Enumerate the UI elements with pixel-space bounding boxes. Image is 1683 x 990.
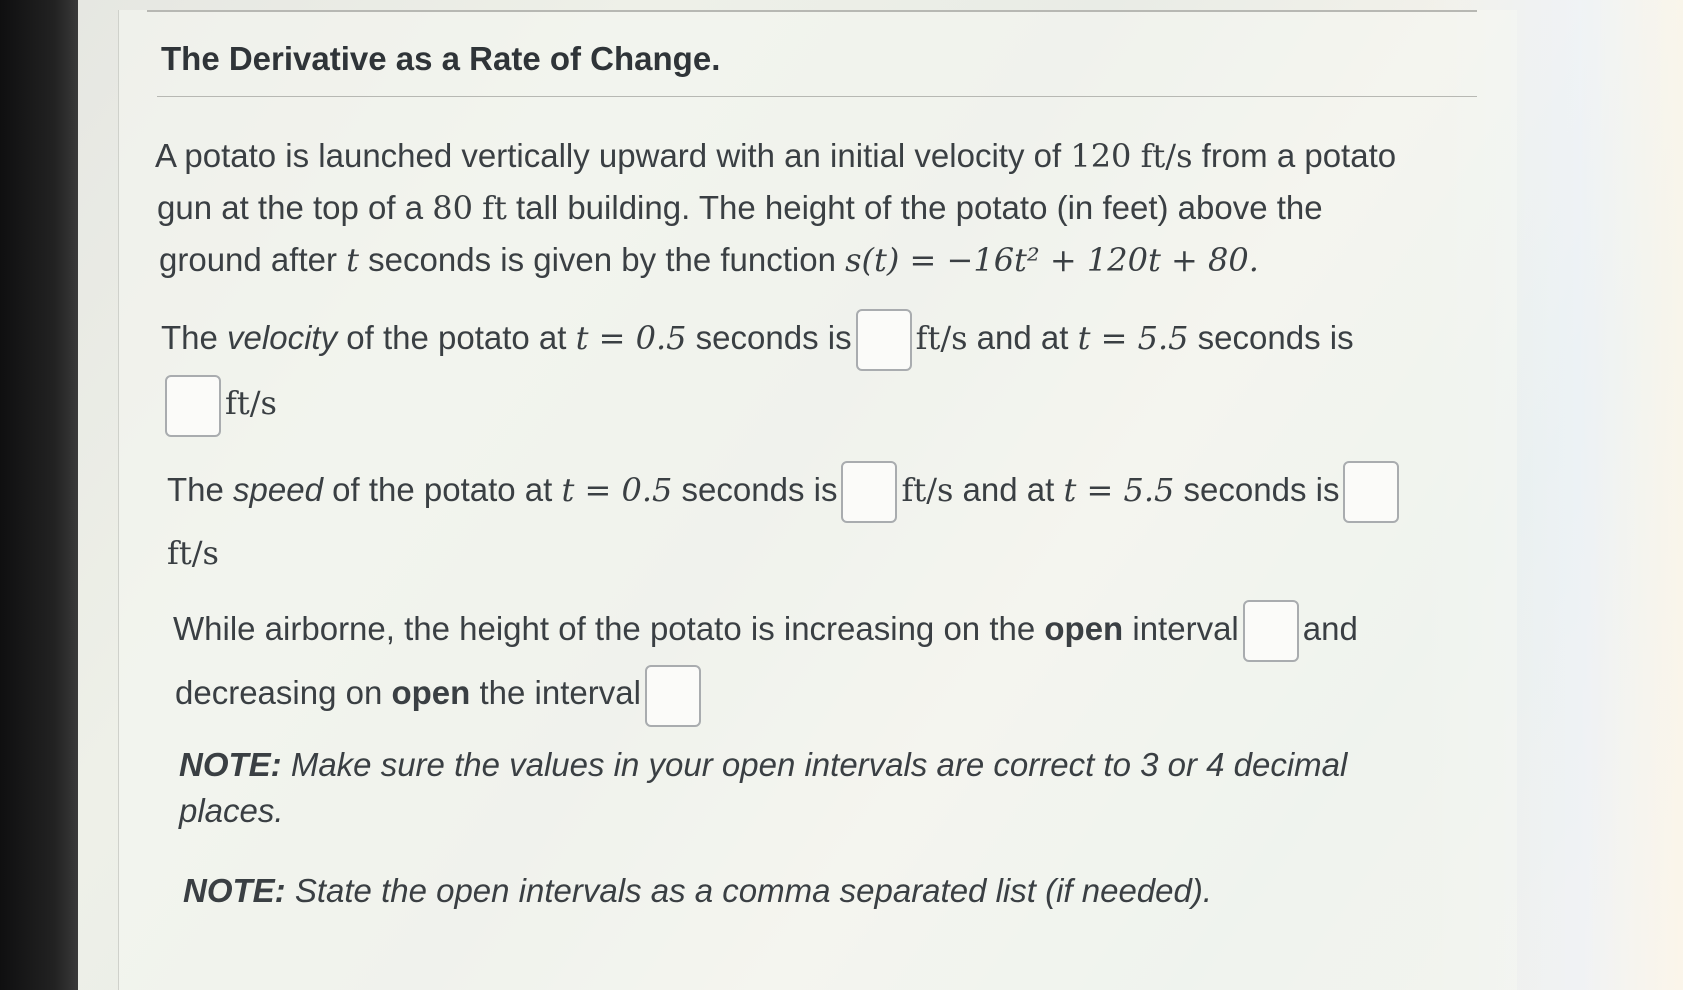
text: While airborne, the height of the potato is increasing on the — [173, 610, 1045, 647]
velocity-line-1 — [161, 306, 1354, 371]
building-height-value: 80 — [432, 189, 473, 227]
text: and at — [967, 319, 1078, 356]
text: State the open intervals as a comma separated list (if needed). — [285, 872, 1213, 909]
text: interval — [1123, 610, 1239, 647]
increasing-interval-input[interactable] — [1243, 600, 1299, 662]
velocity-term: velocity — [227, 319, 338, 356]
speed-line-1 — [167, 460, 1403, 523]
time-equation: t = 0.5 — [575, 319, 687, 357]
intro-line-1 — [155, 130, 1396, 182]
velocity-answer-t55-input[interactable] — [165, 375, 221, 437]
screen — [78, 0, 1683, 990]
variable-t: t — [346, 241, 359, 279]
unit-label: ft/s — [167, 534, 219, 573]
intro-text: seconds is given by the function — [358, 241, 846, 278]
top-divider — [147, 10, 1477, 12]
intervals-line-1 — [173, 598, 1358, 662]
time-equation: t = 5.5 — [1063, 471, 1175, 509]
monitor-bezel — [0, 0, 78, 990]
text: seconds is — [1188, 319, 1354, 356]
unit-label: ft/s — [901, 471, 954, 509]
intervals-question — [173, 598, 1358, 727]
text: seconds is — [686, 319, 852, 356]
speed-line-2 — [167, 523, 1403, 583]
velocity-line-2 — [161, 371, 1354, 436]
intro-text: ground after — [159, 241, 347, 278]
text: seconds is — [672, 471, 838, 508]
intro-text: gun at the top of a — [157, 189, 433, 226]
title-divider — [157, 96, 1477, 97]
text: places. — [179, 792, 284, 829]
initial-velocity-value: 120 — [1070, 137, 1132, 175]
problem-statement — [155, 130, 1396, 286]
intro-line-2 — [157, 182, 1396, 234]
speed-question — [167, 460, 1403, 583]
unit-label: ft/s — [915, 319, 968, 357]
open-term: open — [1044, 610, 1124, 647]
intro-text: A potato is launched vertically upward with an initial velocity of — [155, 137, 1071, 174]
page-title: The Derivative as a Rate of Change. — [161, 40, 721, 77]
note-line-2 — [179, 788, 1347, 834]
time-equation: t = 0.5 — [561, 471, 673, 509]
velocity-answer-t05-input[interactable] — [856, 309, 912, 371]
time-equation: t = 5.5 — [1077, 319, 1189, 357]
note-line-1 — [179, 742, 1347, 788]
text: seconds is — [1174, 471, 1340, 508]
unit-label: ft/s — [225, 384, 277, 423]
open-term: open — [391, 674, 471, 712]
note-precision — [179, 742, 1347, 834]
note-label: NOTE: — [179, 746, 282, 783]
intro-text: from a potato — [1192, 137, 1397, 174]
speed-term: speed — [233, 471, 323, 508]
text: Make sure the values in your open intervals are correct to 3 or 4 decimal — [281, 746, 1348, 783]
question-card — [118, 10, 1517, 990]
speed-answer-t55-input[interactable] — [1343, 461, 1399, 523]
text: and at — [953, 471, 1064, 508]
unit-label: ft/s — [1140, 137, 1193, 175]
text: the interval — [470, 674, 641, 712]
text: of the potato at — [337, 319, 576, 356]
intervals-line-2 — [175, 662, 1358, 726]
text: of the potato at — [322, 471, 562, 508]
intro-line-3 — [159, 234, 1396, 286]
speed-answer-t05-input[interactable] — [841, 461, 897, 523]
text: and — [1302, 610, 1358, 647]
height-function: s(t) = −16t² + 120t + 80. — [845, 241, 1259, 279]
velocity-question — [161, 306, 1354, 437]
unit-label: ft — [482, 189, 507, 227]
text: The — [167, 471, 234, 508]
note-format — [183, 868, 1212, 914]
decreasing-interval-input[interactable] — [645, 665, 701, 727]
intro-text: tall building. The height of the potato (in feet) above the — [506, 189, 1323, 226]
note-label: NOTE: — [183, 872, 286, 909]
text: decreasing on — [175, 674, 392, 712]
text: The — [161, 319, 228, 356]
